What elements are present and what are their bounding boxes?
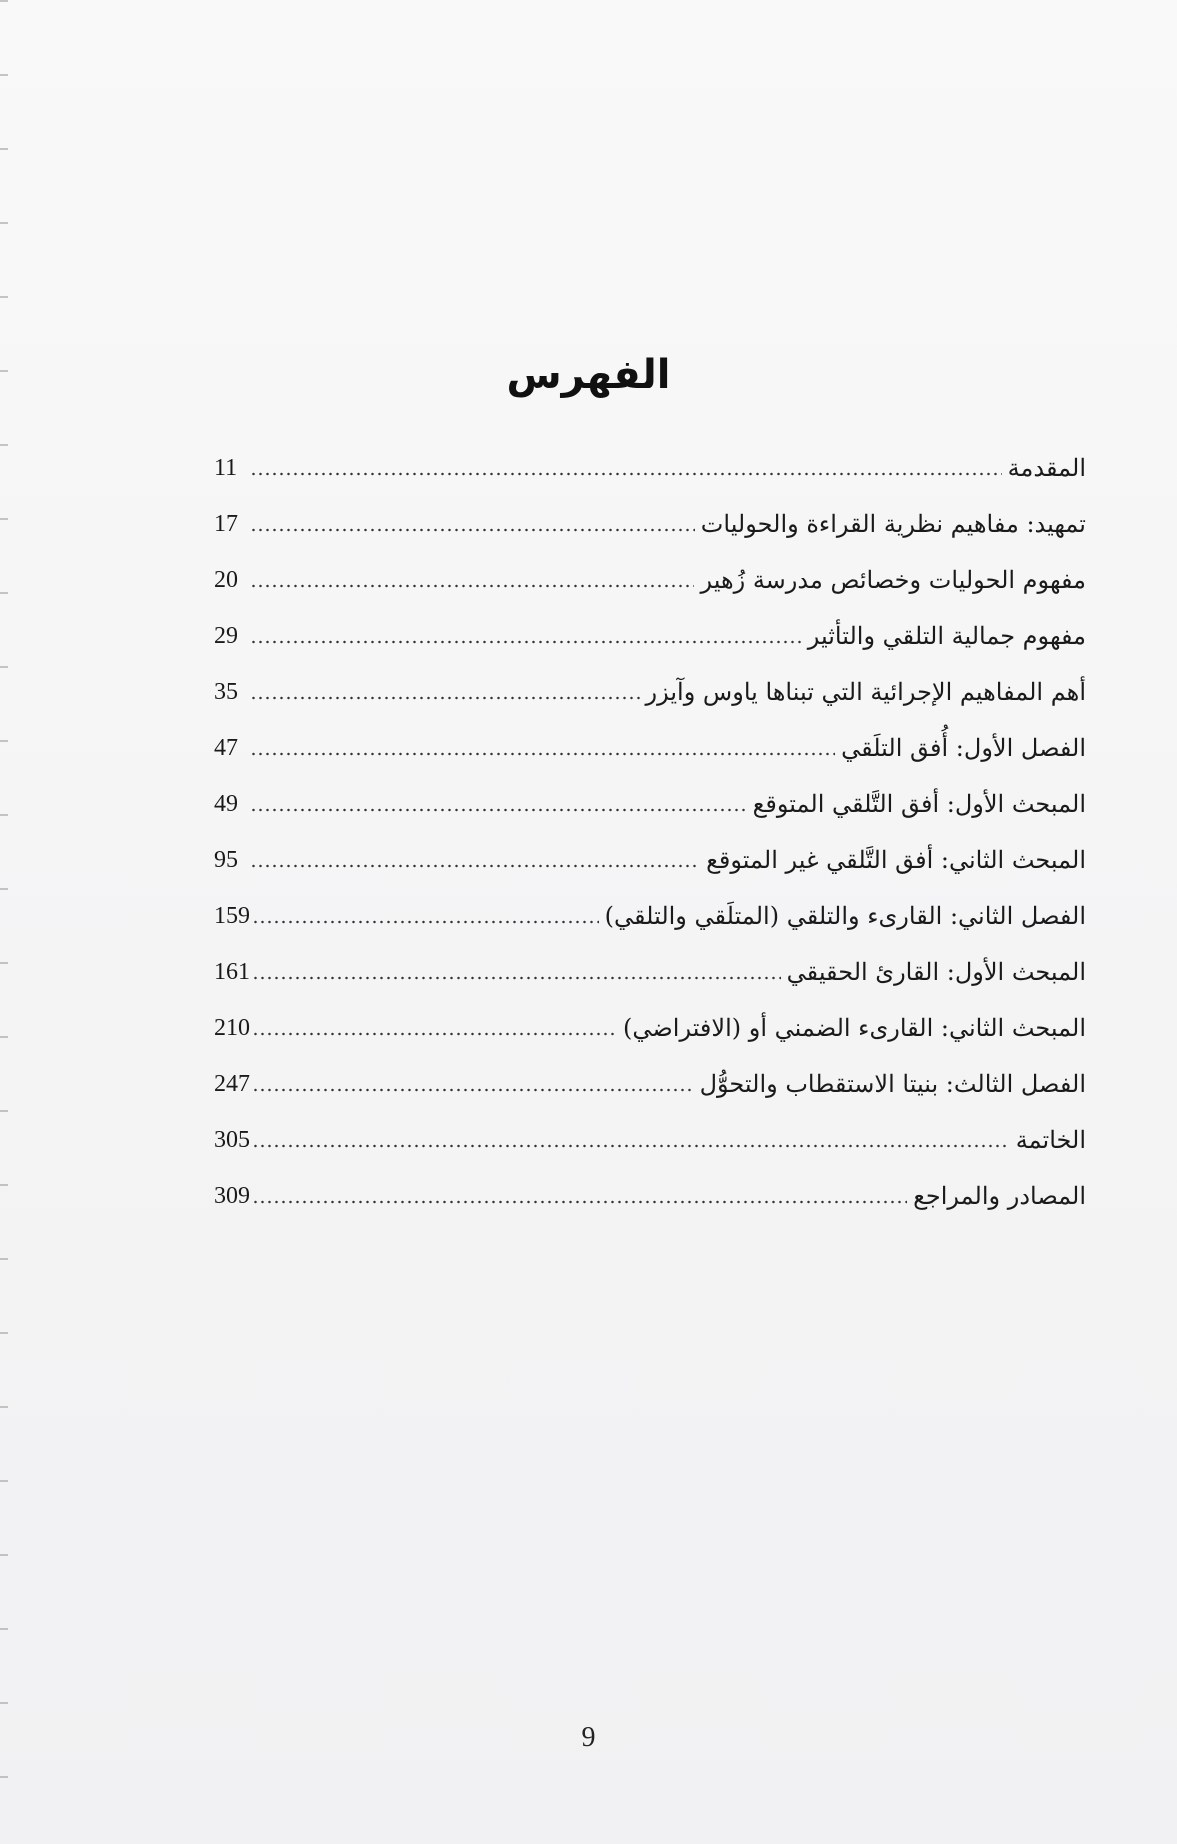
toc-entry-label: تمهيد: مفاهيم نظرية القراءة والحوليات: [700, 510, 1086, 538]
toc-list: [214, 428, 1086, 1212]
page-number: 9: [581, 1722, 596, 1753]
toc-entry-label: المبحث الأول: القارئ الحقيقي: [786, 958, 1086, 986]
toc-entry-page: 161: [214, 959, 250, 985]
toc-entry-label: المصادر والمراجع: [913, 1182, 1086, 1210]
toc-leader-dots: [250, 864, 700, 868]
toc-entry-label: المبحث الأول: أفق التَّلقي المتوقع: [752, 790, 1086, 818]
toc-entry-label: المقدمة: [1007, 454, 1086, 482]
toc-entry: [214, 932, 1086, 988]
toc-leader-dots: [252, 1032, 617, 1036]
toc-entry-label: مفهوم الحوليات وخصائص مدرسة زُهير: [700, 566, 1086, 594]
toc-entry: [214, 652, 1086, 708]
toc-entry-page: 305: [214, 1127, 250, 1153]
toc-entry: [214, 988, 1086, 1044]
toc-entry: [214, 540, 1086, 596]
toc-entry-page: 309: [214, 1183, 250, 1209]
toc-leader-dots: [250, 640, 802, 644]
toc-leader-dots: [252, 1200, 907, 1204]
toc-title: الفهرس: [506, 352, 671, 398]
page-edge-marks: [0, 0, 8, 1844]
toc-leader-dots: [252, 1088, 694, 1092]
toc-entry-label: أهم المفاهيم الإجرائية التي تبناها ياوس وآيزر: [645, 678, 1086, 706]
toc-entry-label: الفصل الأول: أُفق التلَقي: [841, 734, 1086, 762]
toc-leader-dots: [250, 696, 640, 700]
toc-leader-dots: [252, 976, 781, 980]
toc-entry: [214, 484, 1086, 540]
toc-entry-page: 95: [214, 847, 238, 873]
toc-entry-page: 47: [214, 735, 238, 761]
toc-entry-label: المبحث الثاني: أفق التَّلقي غير المتوقع: [706, 846, 1086, 874]
toc-entry-page: 247: [214, 1071, 250, 1097]
toc-leader-dots: [250, 528, 695, 532]
toc-entry-page: 20: [214, 567, 238, 593]
toc-entry-page: 49: [214, 791, 238, 817]
toc-entry: [214, 596, 1086, 652]
toc-entry-page: 210: [214, 1015, 250, 1041]
toc-entry: [214, 820, 1086, 876]
toc-entry: [214, 1100, 1086, 1156]
toc-entry-label: الفصل الثاني: القارىء والتلقي (المتلَقي والتلقي): [604, 902, 1086, 930]
toc-leader-dots: [250, 472, 1002, 476]
toc-entry-label: الخاتمة: [1015, 1126, 1086, 1154]
toc-entry-label: مفهوم جمالية التلقي والتأثير: [807, 622, 1086, 650]
toc-entry-page: 17: [214, 511, 238, 537]
toc-entry-page: 159: [214, 903, 250, 929]
toc-leader-dots: [250, 808, 747, 812]
toc-entry-page: 29: [214, 623, 238, 649]
toc-leader-dots: [252, 1144, 1010, 1148]
toc-entry-label: الفصل الثالث: بنيتا الاستقطاب والتحوُّل: [699, 1070, 1086, 1098]
toc-entry-page: 11: [214, 455, 238, 481]
toc-entry: [214, 708, 1086, 764]
toc-entry: [214, 1156, 1086, 1212]
toc-leader-dots: [252, 920, 599, 924]
toc-entry: [214, 764, 1086, 820]
toc-entry-label: المبحث الثاني: القارىء الضمني أو (الافتراضي): [623, 1014, 1086, 1042]
toc-leader-dots: [250, 584, 694, 588]
toc-entry-page: 35: [214, 679, 238, 705]
toc-leader-dots: [250, 752, 835, 756]
toc-entry: [214, 428, 1086, 484]
toc-entry: [214, 876, 1086, 932]
toc-entry: [214, 1044, 1086, 1100]
